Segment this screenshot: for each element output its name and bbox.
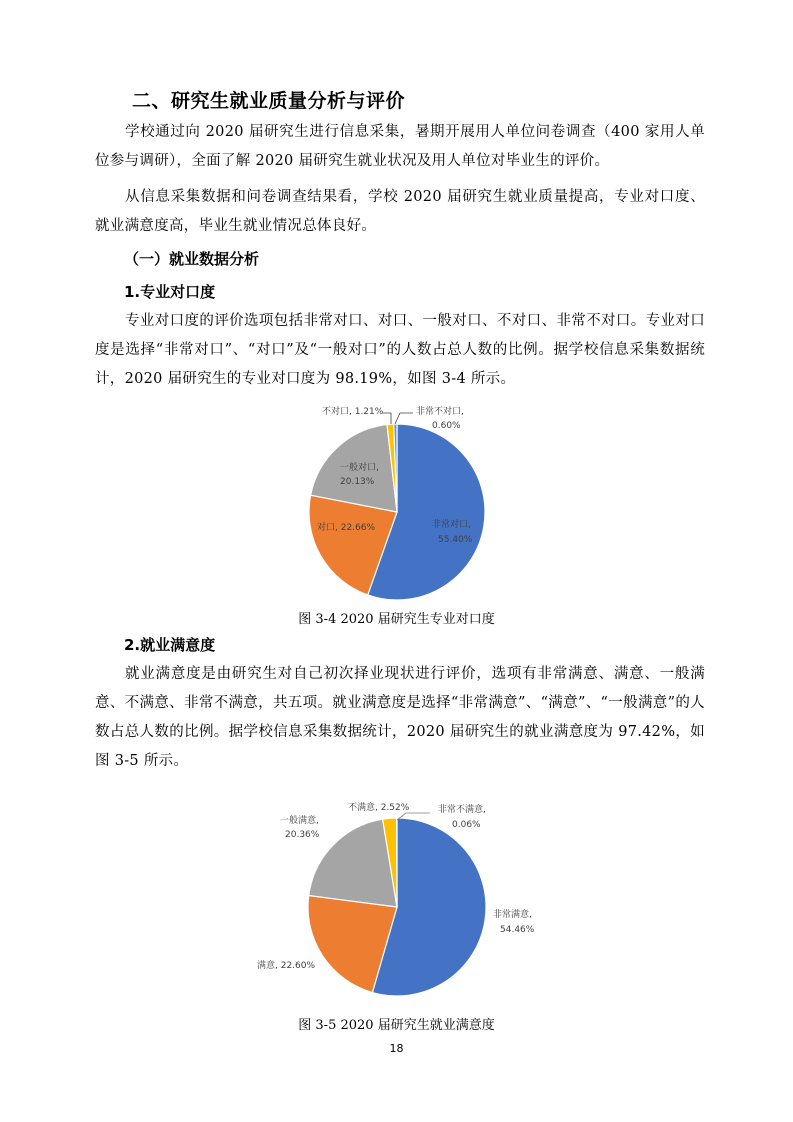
svg-text:0.06%: 0.06% bbox=[452, 820, 481, 830]
svg-text:20.13%: 20.13% bbox=[340, 477, 375, 487]
label-match: 对口, 22.66% bbox=[317, 523, 376, 533]
part2-paragraph: 就业满意度是由研究生对自己初次择业现状进行评价，选项有非常满意、满意、一般满意、不满意、非常不满意，共五项。就业满意度是选择“非常满意”、“满意”、“一般满意”的人数占总人数的比例。据学校信息采集数据统计，2020 届研究生的就业满意度为 97.42%，如图 3-5 所示。 bbox=[95, 666, 705, 769]
label-very-not-match: 非常不对口, bbox=[416, 407, 464, 417]
pie-chart-major-match bbox=[0, 395, 793, 605]
label-satisfied: 满意, 22.60% bbox=[257, 961, 316, 971]
intro-paragraph-2: 从信息采集数据和问卷调查结果看，学校 2020 届研究生就业质量提高，专业对口度、就业满意度高，毕业生就业情况总体良好。 bbox=[95, 189, 705, 234]
svg-text:54.46%: 54.46% bbox=[500, 925, 535, 935]
part1-title: 1.专业对口度 bbox=[124, 283, 216, 301]
label-very-match: 非常对口, bbox=[432, 520, 471, 530]
svg-text:55.40%: 55.40% bbox=[438, 535, 473, 545]
svg-text:0.60%: 0.60% bbox=[432, 421, 461, 431]
pie-slice-3 bbox=[309, 819, 397, 907]
label-not-match: 不对口, 1.21% bbox=[322, 407, 384, 417]
figure-caption-3-4: 图 3-4 2020 届研究生专业对口度 bbox=[298, 612, 495, 627]
page-number: 18 bbox=[389, 1042, 404, 1055]
figure-caption-3-5: 图 3-5 2020 届研究生就业满意度 bbox=[298, 1018, 495, 1033]
intro-paragraph-1: 学校通过向 2020 届研究生进行信息采集，暑期开展用人单位问卷调查（400 家用人单位参与调研），全面了解 2020 届研究生就业状况及用人单位对毕业生的评价。 bbox=[95, 124, 705, 169]
part2-title: 2.就业满意度 bbox=[124, 636, 216, 654]
pie-chart-satisfaction bbox=[0, 795, 793, 1005]
subsection-title: （一）就业数据分析 bbox=[124, 250, 260, 268]
label-general-match: 一般对口, bbox=[340, 463, 379, 473]
label-very-dissatisfied: 非常不满意, bbox=[438, 805, 486, 815]
label-general-satisfied: 一般满意, bbox=[280, 816, 319, 826]
svg-text:20.36%: 20.36% bbox=[285, 830, 320, 840]
label-very-satisfied: 非常满意, bbox=[493, 910, 532, 920]
part1-paragraph: 专业对口度的评价选项包括非常对口、对口、一般对口、不对口、非常不对口。专业对口度是选择“非常对口”、“对口”及“一般对口”的人数占总人数的比例。据学校信息采集数据统计，2020 届研究生的专业对口度为 98.19%，如图 3-4 所示。 bbox=[95, 313, 705, 387]
label-dissatisfied: 不满意, 2.52% bbox=[348, 803, 410, 813]
section-title: 二、研究生就业质量分析与评价 bbox=[132, 90, 406, 112]
